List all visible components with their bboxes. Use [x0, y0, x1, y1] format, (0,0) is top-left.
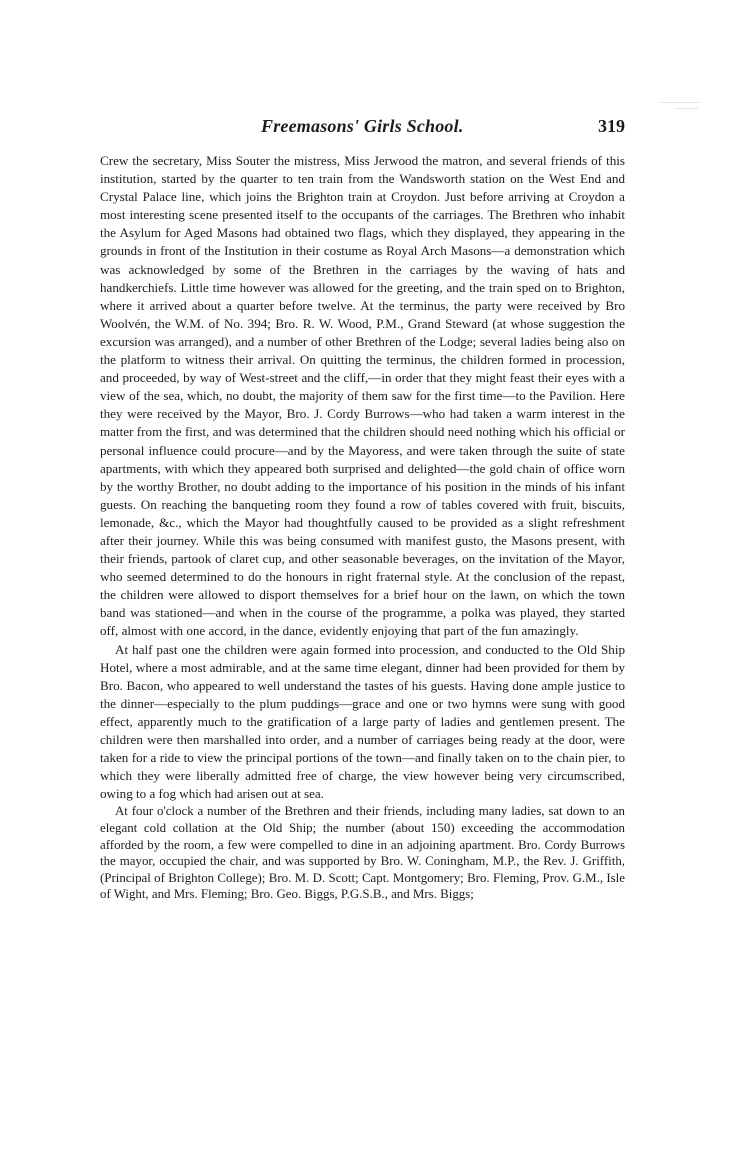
scan-mark: [676, 108, 698, 109]
paragraph: At four o'clock a number of the Brethren and their friends, including many ladies, sat down to an elegant cold collation at the Old Ship; the number (about 150) exceeding the accommodation afforded by the room, a few were compelled to dine in an adjoining apartment. Bro. Cordy Burrows the mayor, occupied the chair, and was supported by Bro. W. Coningham, M.P., the Rev. J. Griffith, (Principal of Brighton College); Bro. M. D. Scott; Capt. Montgomery; Bro. Fleming, Prov. G.M., Isle of Wight, and Mrs. Fleming; Bro. Geo. Biggs, P.G.S.B., and Mrs. Biggs;: [100, 804, 625, 902]
running-title: Freemasons' Girls School.: [261, 116, 464, 136]
scan-mark: [660, 102, 700, 103]
page-number: 319: [598, 116, 625, 136]
paragraph: At half past one the children were again formed into procession, and conducted to the Old Ship Hotel, where a most admirable, and at the same time elegant, dinner had been provided for them by Bro. Bacon, who appeared to well understand the tastes of his guests. Having done ample justice to the dinner—especially to the plum puddings—grace and one or two hymns were sung with good effect, apparently much to the gratification of a large party of ladies and gentlemen present. The children were then marshalled into order, and a number of carriages being ready at the door, were taken for a ride to view the principal portions of the town—and finally taken on to the chain pier, to which they were liberally admitted free of charge, the view however being very circumscribed, owing to a fog which had arisen out at sea.: [100, 641, 625, 802]
article-body: [100, 152, 625, 903]
page-header: [100, 116, 625, 144]
paragraph: Crew the secretary, Miss Souter the mistress, Miss Jerwood the matron, and several friends of this institution, started by the quarter to ten train from the Wandsworth station on the West End and Crystal Palace line, which joins the Brighton train at Croydon. Just before arriving at Croydon a most interesting scene presented itself to the occupants of the carriages. The Brethren who inhabit the Asylum for Aged Masons had obtained two flags, which they displayed, they appearing in the grounds in front of the Institution in their costume as Royal Arch Masons—a demonstration which was acknowledged by some of the Brethren in the carriages by the waving of hats and handkerchiefs. Little time however was allowed for the greeting, and the train sped on to Brighton, where it arrived about a quarter before twelve. At the terminus, the party were received by Bro Woolvén, the W.M. of No. 394; Bro. R. W. Wood, P.M., Grand Steward (at whose suggestion the excursion was arranged), and a number of other Brethren of the Lodge; several ladies being also on the platform to witness their arrival. On quitting the terminus, the children formed in procession, and proceeded, by way of West-street and the cliff,—in order that they might feast their eyes with a view of the sea, which, no doubt, the majority of them saw for the first time—to the Pavilion. Here they were received by the Mayor, Bro. J. Cordy Burrows—who had taken a warm interest in the matter from the first, and was determined that the children should need nothing which his official or personal influence could procure—and by the Mayoress, and were taken through the suite of state apartments, with which they appeared both surprised and delighted—the gold chain of office worn by the worthy Brother, no doubt adding to the importance of his position in the minds of his infant guests. On reaching the banqueting room they found a row of tables covered with fruit, biscuits, lemonade, &c., which the Mayor had thoughtfully caused to be provided as a slight refreshment after their journey. While this was being consumed with manifest gusto, the Masons present, with their friends, partook of claret cup, and other seasonable beverages, on the invitation of the Mayor, who seemed determined to do the honours in right fraternal style. At the conclusion of the repast, the children were allowed to disport themselves for a brief hour on the lawn, on which the town band was stationed—and when in the course of the programme, a polka was played, they started off, almost with one accord, in the dance, evidently enjoying that part of the fun amazingly.: [100, 153, 625, 639]
